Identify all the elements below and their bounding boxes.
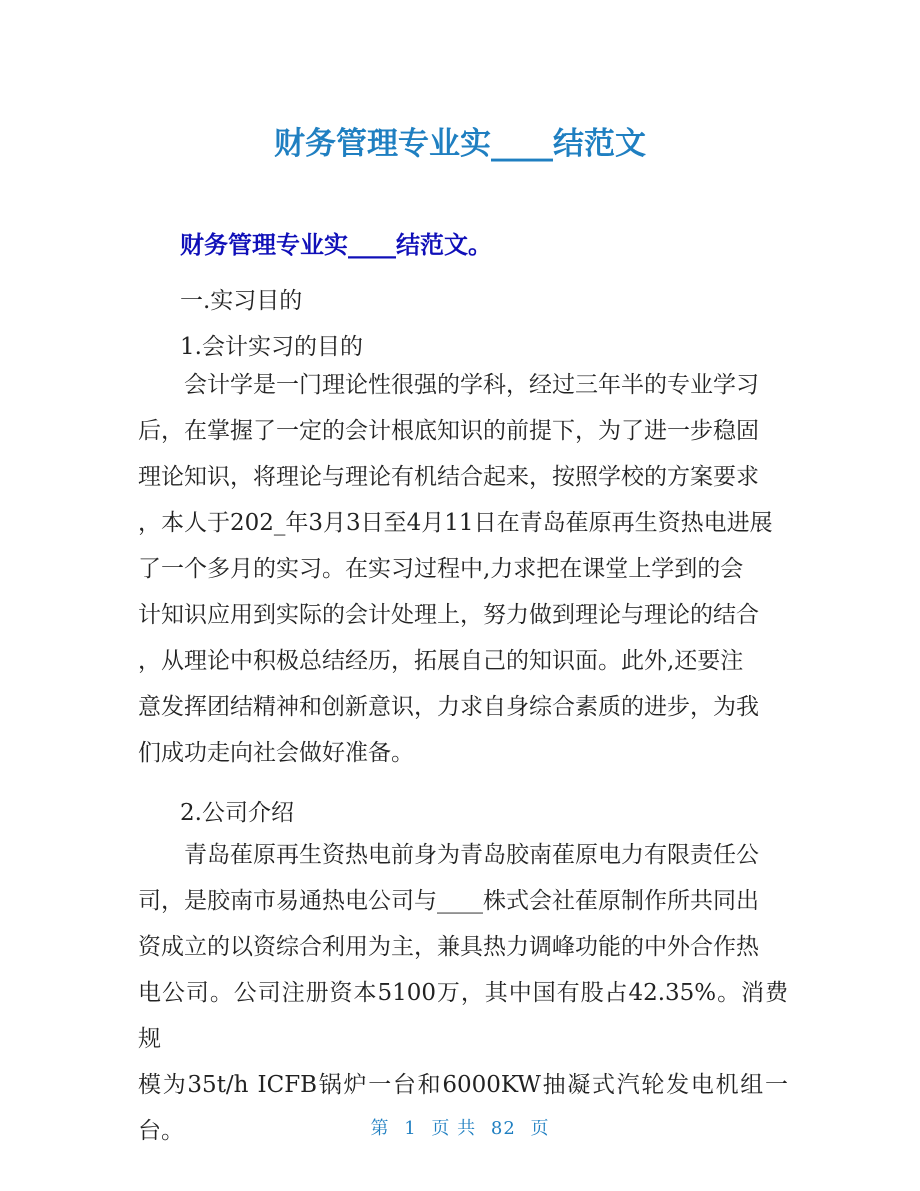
page-footer	[0, 1114, 920, 1140]
section-heading-purpose: 一.实习目的	[180, 288, 303, 314]
paragraph-company-intro	[138, 832, 788, 1154]
paragraph-line: 司，是胶南市易通热电公司与____株式会社萑原制作所共同出	[138, 888, 759, 914]
paragraph-line: 会计学是一门理论性很强的学科，经过三年半的专业学习	[138, 372, 759, 398]
paragraph-line: 电公司。公司注册资本5100万，其中国有股占42.35%。消费规	[138, 980, 788, 1052]
paragraph-line: 青岛萑原再生资热电前身为青岛胶南萑原电力有限责任公	[138, 842, 759, 868]
subsection-heading-company: 2.公司介绍	[180, 800, 294, 826]
footer-prefix: 第	[370, 1118, 390, 1139]
paragraph-line: 资成立的以资综合利用为主，兼具热力调峰功能的中外合作热	[138, 934, 759, 960]
footer-page-number: 1	[404, 1118, 417, 1139]
document-title: 财务管理专业实____结范文	[274, 126, 646, 162]
paragraph-line: ，本人于202_年3月3日至4月11日在青岛萑原再生资热电进展	[138, 510, 773, 536]
paragraph-line: 了一个多月的实习。在实习过程中,力求把在课堂上学到的会	[138, 556, 744, 582]
paragraph-line: 后，在掌握了一定的会计根底知识的前提下，为了进一步稳固	[138, 418, 759, 444]
paragraph-line: 们成功走向社会做好准备。	[138, 740, 414, 766]
footer-total-pages: 82	[490, 1118, 516, 1139]
footer-suffix: 页	[530, 1118, 550, 1139]
paragraph-line: 意发挥团结精神和创新意识，力求自身综合素质的进步，为我	[138, 694, 759, 720]
paragraph-line: 模为35t/h ICFB锅炉一台和6000KW抽凝式汽轮发电机组一台。	[138, 1072, 788, 1144]
paragraph-accounting-purpose	[138, 362, 788, 776]
document-subtitle: 财务管理专业实____结范文。	[180, 231, 492, 259]
paragraph-line: ，从理论中积极总结经历，拓展自己的知识面。此外,还要注	[138, 648, 744, 674]
subsection-heading-accounting: 1.会计实习的目的	[180, 334, 363, 360]
paragraph-line: 理论知识，将理论与理论有机结合起来，按照学校的方案要求	[138, 464, 759, 490]
footer-middle: 页 共	[431, 1118, 477, 1139]
paragraph-line: 计知识应用到实际的会计处理上，努力做到理论与理论的结合	[138, 602, 759, 628]
